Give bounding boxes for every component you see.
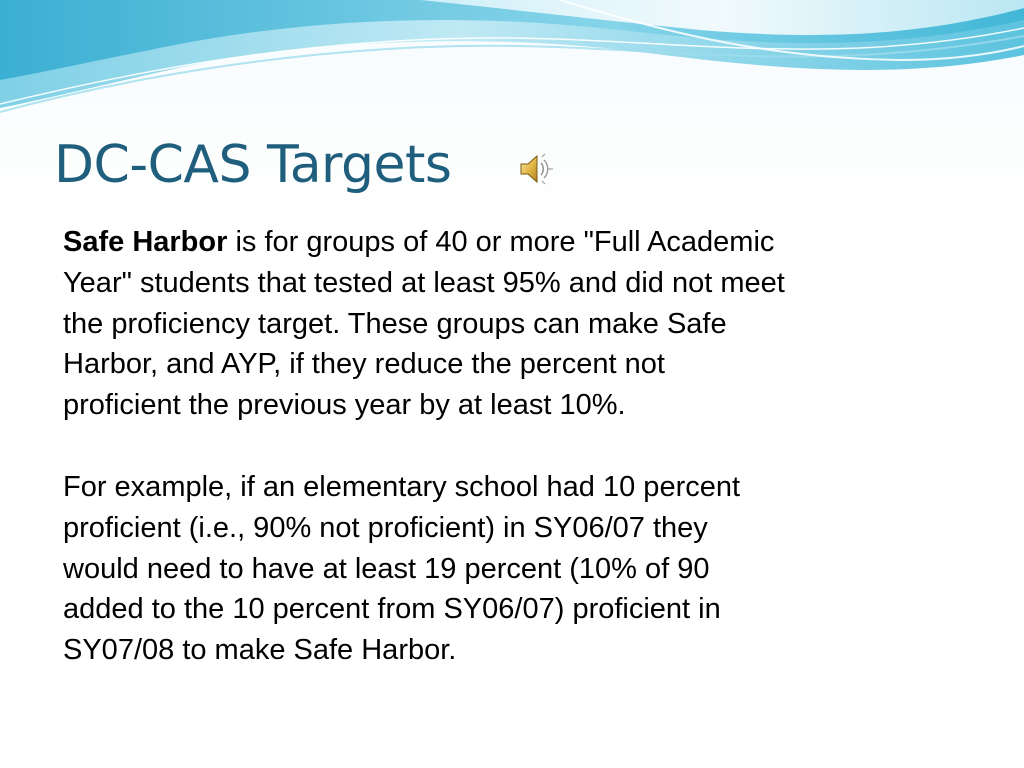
paragraph-line: is for groups of 40 or more "Full Academic [227, 226, 775, 258]
paragraph-line: For example, if an elementary school had 10 percent [63, 470, 741, 503]
paragraph-spacer [63, 426, 943, 467]
paragraph-line: Harbor, and AYP, if they reduce the percent not [63, 348, 665, 381]
slide-title: DC-CAS Targets [54, 135, 452, 195]
paragraph-line: SY07/08 to make Safe Harbor. [63, 634, 457, 667]
paragraph-line: proficient (i.e., 90% not proficient) in SY06/07 they [63, 511, 708, 544]
paragraph-line: would need to have at least 19 percent (10% of 90 [63, 552, 710, 585]
slide-body [63, 222, 943, 671]
paragraph-safe-harbor [63, 222, 943, 426]
paragraph-line: proficient the previous year by at least 10%. [63, 389, 626, 422]
paragraph-example [63, 467, 943, 671]
header-wave-decoration [0, 0, 1024, 130]
paragraph-line: the proficiency target. These groups can make Safe [63, 307, 727, 340]
speaker-icon[interactable] [518, 152, 554, 186]
paragraph-line: Year" students that tested at least 95% and did not meet [63, 266, 785, 299]
term-safe-harbor: Safe Harbor [63, 226, 228, 258]
paragraph-line: added to the 10 percent from SY06/07) proficient in [63, 593, 721, 626]
